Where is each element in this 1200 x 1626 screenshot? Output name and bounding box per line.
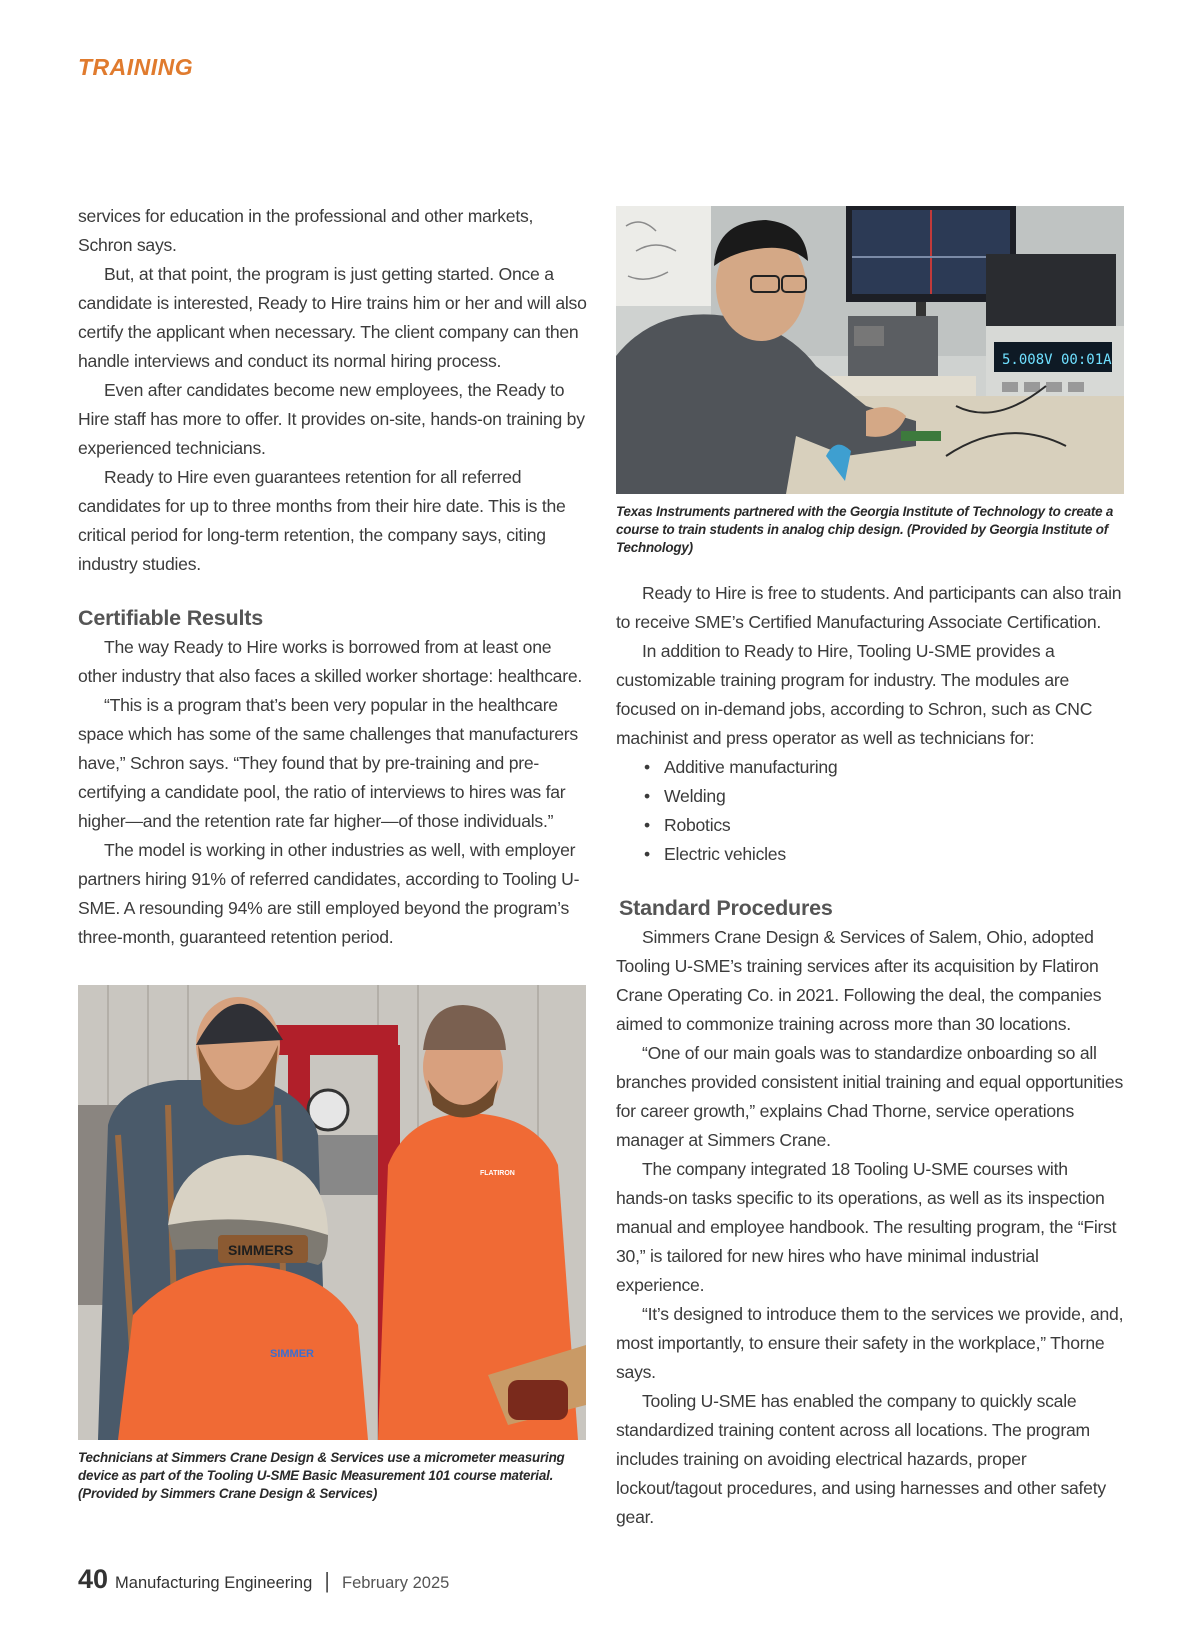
body-paragraph: In addition to Ready to Hire, Tooling U-SME provides a customizable training program for industry. The modules are focused on in-demand jobs, according to Schron, such as CNC machinist and press operator as well as technicians for: <box>616 641 1093 748</box>
body-paragraph: The model is working in other industries as well, with employer partners hiring 91% of referred candidates, according to Tooling U-SME. A resounding 94% are still employed beyond the program’s three-month, guaranteed retention period. <box>78 840 580 947</box>
issue-date: February 2025 <box>341 1574 450 1592</box>
subhead-certifiable-results: Certifiable Results <box>78 606 263 630</box>
footer-separator: | <box>324 1568 330 1593</box>
page-footer <box>78 1564 449 1598</box>
right-column <box>616 579 1124 1532</box>
section-tag: TRAINING <box>78 54 194 80</box>
body-paragraph: But, at that point, the program is just getting started. Once a candidate is interested, Ready to Hire trains him or her and will also certify the applicant when necessary. The client company can then handle interviews and conduct its normal hiring process. <box>78 264 587 371</box>
photo-lab-student <box>616 206 1124 494</box>
left-column <box>78 202 590 952</box>
body-paragraph: Ready to Hire even guarantees retention for all referred candidates for up to three months from their hire date. This is the critical period for long-term retention, the company says, citing industry studies. <box>78 467 566 574</box>
page-number: 40 <box>78 1564 109 1594</box>
body-paragraph: services for education in the professional and other markets, Schron says. <box>78 206 534 255</box>
readout-text: 5.008V 00:01A <box>1002 352 1112 368</box>
list-item: • Electric vehicles <box>644 844 786 864</box>
lab-photo-illustration <box>616 206 1124 494</box>
body-paragraph: “This is a program that’s been very popular in the healthcare space which has some of the same challenges that manufacturers have,” Schron says. “They found that by pre-training and pre-certifying a candidate pool, the ratio of interviews to hires was far higher—and the retention rate far higher—of those individuals.” <box>78 695 578 831</box>
photo-technicians <box>78 985 586 1440</box>
body-paragraph: Tooling U-SME has enabled the company to quickly scale standardized training content across all locations. The program includes training on avoiding electrical hazards, proper lockout/tagout procedures, and using harnesses and other safety gear. <box>616 1391 1106 1527</box>
body-paragraph: The way Ready to Hire works is borrowed from at least one other industry that also faces a skilled worker shortage: healthcare. <box>78 637 582 686</box>
list-item: • Welding <box>644 786 726 806</box>
body-paragraph: Simmers Crane Design & Services of Salem, Ohio, adopted Tooling U-SME’s training services after its acquisition by Flatiron Crane Operating Co. in 2021. Following the deal, the companies aimed to commonize training across more than 30 locations. <box>616 927 1102 1034</box>
technicians-photo-illustration <box>78 985 586 1440</box>
body-paragraph: Even after candidates become new employees, the Ready to Hire staff has more to offer. It provides on-site, hands-on training by experienced technicians. <box>78 380 585 458</box>
body-paragraph: “One of our main goals was to standardize onboarding so all branches provided consistent initial training and equal opportunities for career growth,” explains Chad Thorne, service operations manager at Simmers Crane. <box>616 1043 1123 1150</box>
photo-caption-bottom: Technicians at Simmers Crane Design & Services use a micrometer measuring device as part of the Tooling U-SME Basic Measurement 101 course material. (Provided by Simmers Crane Design & Services) <box>78 1450 565 1501</box>
shirt-logo-text: FLATIRON <box>480 1170 515 1177</box>
shirt-brand-text: SIMMER <box>270 1348 314 1360</box>
photo-caption-top: Texas Instruments partnered with the Georgia Institute of Technology to create a course to train students in analog chip design. (Provided by Georgia Institute of Technology) <box>616 504 1114 555</box>
list-item: • Robotics <box>644 815 731 835</box>
list-item: • Additive manufacturing <box>644 757 838 777</box>
publication-name: Manufacturing Engineering <box>115 1574 313 1592</box>
subhead-standard-procedures: Standard Procedures <box>619 896 833 920</box>
bullet-list <box>616 753 1124 869</box>
body-paragraph: “It’s designed to introduce them to the services we provide, and, most importantly, to ensure their safety in the workplace,” Thorne says. <box>616 1304 1124 1382</box>
cap-patch-text: SIMMERS <box>228 1242 294 1258</box>
body-paragraph: Ready to Hire is free to students. And participants can also train to receive SME’s Certified Manufacturing Associate Certification. <box>616 583 1122 632</box>
body-paragraph: The company integrated 18 Tooling U-SME courses with hands-on tasks specific to its operations, as well as its inspection manual and employee handbook. The resulting program, the “First 30,” is tailored for new hires who have minimal industrial experience. <box>616 1159 1117 1295</box>
